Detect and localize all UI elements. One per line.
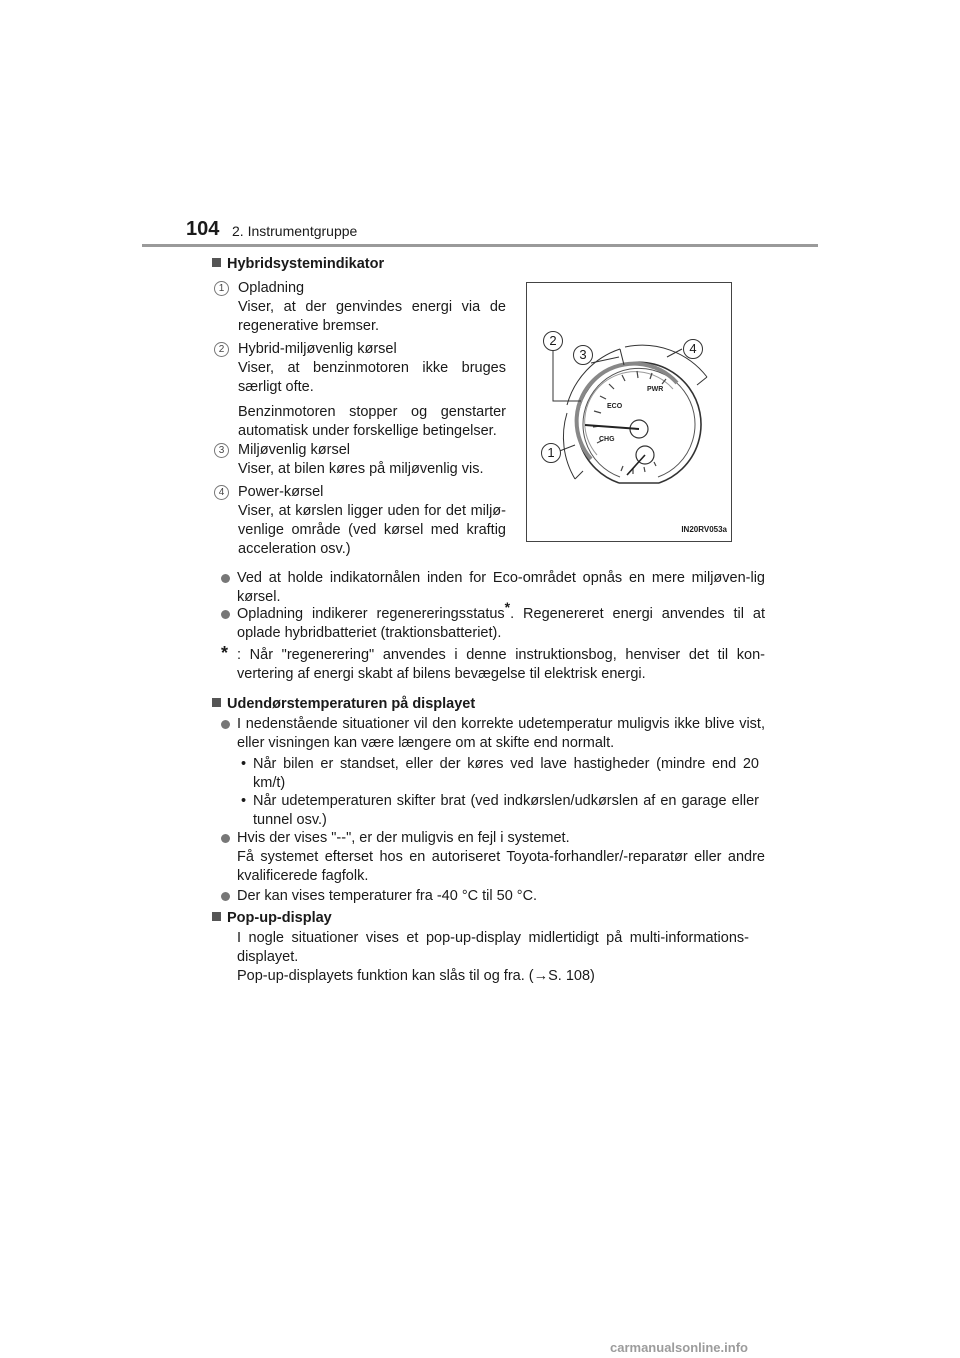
hybrid-item-3	[214, 441, 506, 479]
footnote: * : Når "regenerering" anvendes i denne instruktionsbog, henviser det til kon-vertering af energi skabt af bilens bevægelse til elektrisk energi.	[221, 643, 765, 682]
number-1-icon: 1	[214, 281, 229, 296]
number-3-icon: 3	[214, 443, 229, 458]
hybrid-item-4	[214, 483, 506, 559]
chg-label: CHG	[599, 436, 615, 443]
number-4-icon: 4	[214, 485, 229, 500]
item-title: Hybrid-miljøvenlig kørsel	[238, 341, 397, 357]
temperature-bullet-3: Der kan vises temperaturer fra -40 °C til 50 °C.	[221, 887, 765, 906]
footnote-mark: *	[221, 643, 229, 663]
round-bullet-icon	[221, 720, 230, 729]
callout-4: 4	[683, 339, 703, 359]
watermark: carmanualsonline.info	[610, 1340, 748, 1355]
temperature-sub-bullet-1: • Når bilen er standset, eller der køres ved lave hastigheder (mindre end 20 km/t)	[241, 756, 759, 791]
eco-label: ECO	[607, 403, 623, 410]
section-title: 2. Instrumentgruppe	[232, 223, 358, 239]
hybrid-bullet-2: Opladning indikerer regenereringsstatus*. Regenereret energi anvendes til at oplade hybridbatteriet (traktionsbatteriet).	[221, 605, 765, 643]
popup-heading: Pop-up-display	[212, 909, 332, 928]
item-description: Viser, at kørslen ligger uden for det miljø-venlige område (ved kørsel med kraftig acceleration osv.)	[238, 503, 506, 557]
item-title: Miljøvenlig kørsel	[238, 442, 350, 458]
item-description: Viser, at bilen køres på miljøvenlig vis.	[238, 461, 484, 477]
hybrid-indicator-figure	[526, 282, 732, 542]
round-bullet-icon	[221, 574, 230, 583]
page-number: 104	[186, 218, 220, 240]
round-bullet-icon	[221, 610, 230, 619]
number-2-icon: 2	[214, 342, 229, 357]
callout-2: 2	[543, 331, 563, 351]
item-description: Viser, at der genvindes energi via de regenerative bremser.	[238, 299, 506, 334]
item-title: Power-kørsel	[238, 484, 324, 500]
callout-1: 1	[541, 443, 561, 463]
callout-3: 3	[573, 345, 593, 365]
hybrid-heading: Hybridsystemindikator	[212, 255, 384, 274]
round-bullet-icon	[221, 834, 230, 843]
figure-code: IN20RV053a	[681, 525, 727, 534]
hybrid-item-1	[214, 279, 506, 336]
square-bullet-icon	[212, 258, 221, 267]
temperature-heading: Udendørstemperaturen på displayet	[212, 695, 475, 714]
square-bullet-icon	[212, 698, 221, 707]
header-divider	[142, 244, 818, 247]
round-bullet-icon	[221, 892, 230, 901]
item-title: Opladning	[238, 280, 305, 296]
temperature-sub-bullet-2: • Når udetemperaturen skifter brat (ved indkørslen/udkørslen af en garage eller tunnel osv.)	[241, 793, 759, 828]
popup-text: I nogle situationer vises et pop-up-display midlertidigt på multi-informations-displayet. Pop-up-displayets funktion kan slås til og fra. (→S. 108)	[237, 930, 749, 984]
item-description: Viser, at benzinmotoren ikke bruges særligt ofte.	[238, 360, 506, 395]
pwr-label: PWR	[647, 386, 664, 393]
item-extra-note: Benzinmotoren stopper og genstarter automatisk under forskellige betingelser.	[238, 404, 506, 439]
hybrid-item-2	[214, 340, 506, 441]
temperature-bullet-2: Hvis der vises "--", er der muligvis en fejl i systemet. Få systemet efterset hos en autoriseret Toyota-forhandler/-reparatør eller andre kvalificerede fagfolk.	[221, 829, 765, 886]
temperature-bullet-1: I nedenstående situationer vil den korrekte udetemperatur muligvis ikke blive vist, eller visningen kan være længere om at skifte end normalt.	[221, 715, 765, 753]
hybrid-bullet-1: Ved at holde indikatornålen inden for Eco-området opnås en mere miljøven-lig kørsel.	[221, 569, 765, 607]
square-bullet-icon	[212, 912, 221, 921]
hybrid-gauge-illustration	[527, 283, 731, 541]
